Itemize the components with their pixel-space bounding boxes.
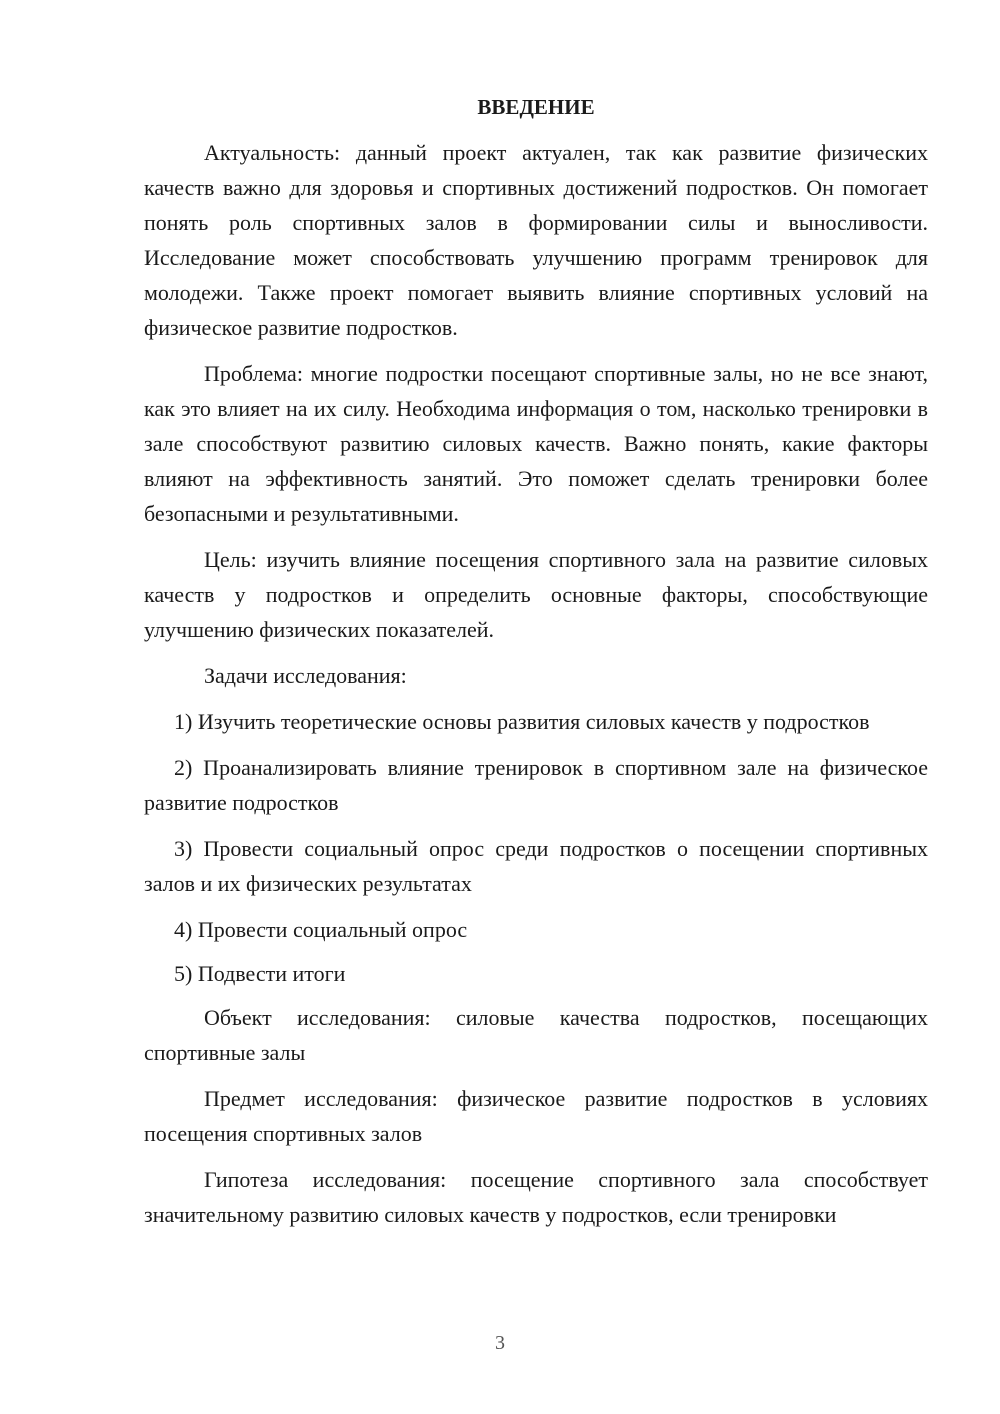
paragraph-problem: Проблема: многие подростки посещают спортивные залы, но не все знают, как это влияет на их силу. Необходима информация о том, насколько тренировки в зале способствуют развитию силовых качеств. Важно понять, какие факторы влияют на эффективность занятий. Это поможет сделать тренировки более безопасными и результативными. — [144, 361, 928, 526]
paragraph-hypothesis: Гипотеза исследования: посещение спортивного зала способствует значительному развитию силовых качеств у подростков, если тренировки — [144, 1167, 928, 1227]
task-item-2: 2) Проанализировать влияние тренировок в спортивном зале на физическое развитие подростков — [144, 755, 928, 815]
paragraph-object: Объект исследования: силовые качества подростков, посещающих спортивные залы — [144, 1005, 928, 1065]
paragraph-goal: Цель: изучить влияние посещения спортивного зала на развитие силовых качеств у подростков и определить основные факторы, способствующие улучшению физических показателей. — [144, 547, 928, 642]
task-item-4: 4) Провести социальный опрос — [174, 917, 468, 942]
paragraph-subject: Предмет исследования: физическое развитие подростков в условиях посещения спортивных залов — [144, 1086, 928, 1146]
page-content — [144, 90, 928, 1243]
task-item-3: 3) Провести социальный опрос среди подростков о посещении спортивных залов и их физических результатах — [144, 836, 928, 896]
section-title: ВВЕДЕНИЕ — [477, 95, 595, 119]
paragraph-relevance: Актуальность: данный проект актуален, так как развитие физических качеств важно для здоровья и спортивных достижений подростков. Он помогает понять роль спортивных залов в формировании силы и выносливости. Исследование может способствовать улучшению программ тренировок для молодежи. Также проект помогает выявить влияние спортивных условий на физическое развитие подростков. — [144, 140, 928, 340]
task-item-1: 1) Изучить теоретические основы развития силовых качеств у подростков — [174, 709, 870, 734]
tasks-heading: Задачи исследования: — [204, 663, 407, 688]
page-number: 3 — [495, 1332, 505, 1354]
task-item-5: 5) Подвести итоги — [174, 961, 346, 986]
